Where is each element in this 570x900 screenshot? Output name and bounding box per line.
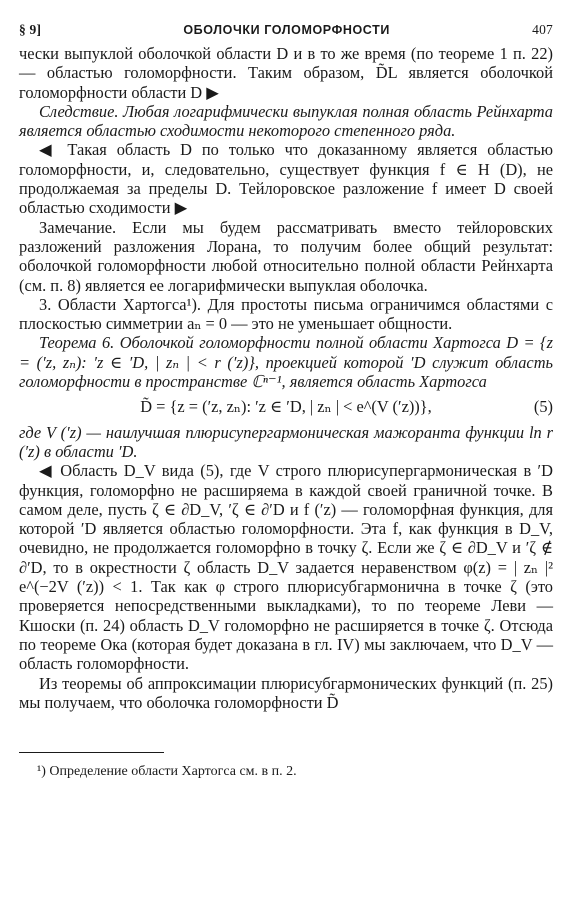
formula-5 — [19, 397, 553, 416]
footnote-divider — [19, 752, 164, 753]
formula-number: (5) — [533, 397, 553, 417]
page-number: 407 — [532, 22, 553, 37]
paragraph-continuation: чески выпуклой оболочкой области D и в то же время (по теореме 1 п. 22) — областью голоморфности. Таким образом, D̃L является оболочкой голоморфности области D ▶ — [19, 44, 553, 102]
corollary: Следствие. Любая логарифмически выпуклая полная область Рейнхарта является областью сходимости некоторого степенного ряда. — [19, 101, 553, 141]
body-text — [19, 44, 553, 712]
running-header — [19, 22, 553, 38]
section-marker: § 9] — [19, 22, 42, 37]
book-page — [19, 0, 553, 900]
subsection-hartogs: 3. Области Хартогса¹). Для простоты письма ограничимся областями с плоскостью симметрии aₙ = 0 — это не уменьшает общности. — [19, 294, 553, 334]
proof-corollary: ◀ Такая область D по только что доказанному является областью голоморфности, и, следовательно, существует функция f ∈ H (D), не продолжаемая за пределы D. Тейлоровское разложение f имеет D своей областью сходимости ▶ — [19, 140, 553, 218]
theorem-6-continuation: где V (′z) — наилучшая плюрисупергармоническая мажоранта функции ln r (′z) в области ′D. — [19, 422, 553, 461]
chapter-title: ОБОЛОЧКИ ГОЛОМОРФНОСТИ — [183, 23, 390, 37]
formula-body: D̃ = {z = (′z, zₙ): ′z ∈ ′D, | zₙ | < e^(V (′z))}, — [140, 397, 432, 417]
footnote: ¹) Определение области Хартогса см. в п. 2. — [37, 764, 297, 780]
theorem-6: Теорема 6. Оболочкой голоморфности полной области Хартогса D = {z = (′z, zₙ): ′z ∈ ′D, | zₙ | < r (′z)}, проекцией которой ′D служит область голоморфности в пространстве ℂⁿ⁻¹, является область Хартогса — [19, 333, 553, 392]
paragraph-approximation: Из теоремы об аппроксимации плюрисубгармонических функций (п. 25) мы получаем, что оболочка голоморфности D̃ — [19, 673, 553, 712]
proof-theorem-6: ◀ Область D_V вида (5), где V строго плюрисупергармоническая в ′D функция, голоморфно не расширяема в каждой своей граничной точке. В самом деле, пусть ζ ∈ ∂D_V, ′ζ ∈ ∂′D и f (′z) — голоморфная функция, для которой ′D является областью голоморфности. Эта f, как функция в D_V, очевидно, не продолжается голоморфно в точку ζ. Если же ζ ∈ ∂D_V и ′ζ ∉ ∂′D, то в окрестности ζ область D_V задается неравенством φ(z) = | zₙ |² e^(−2V (′z)) < 1. Так как φ строго плюрисубгармонична в точке ζ (это проверяется непосредственными выкладками), то по теореме Леви — Кшоски (п. 24) область D_V голоморфно не расширяется в точке ζ. Отсюда по теореме Ока (которая будет доказана в гл. IV) мы заключаем, что D_V — область голоморфности. — [19, 461, 553, 674]
remark: Замечание. Если мы будем рассматривать вместо тейлоровских разложений разложения Лорана, то получим более общий результат: оболочкой голоморфности любой относительно полной области Рейнхарта (см. п. 8) является ее логарифмически выпуклая оболочка. — [19, 217, 553, 295]
